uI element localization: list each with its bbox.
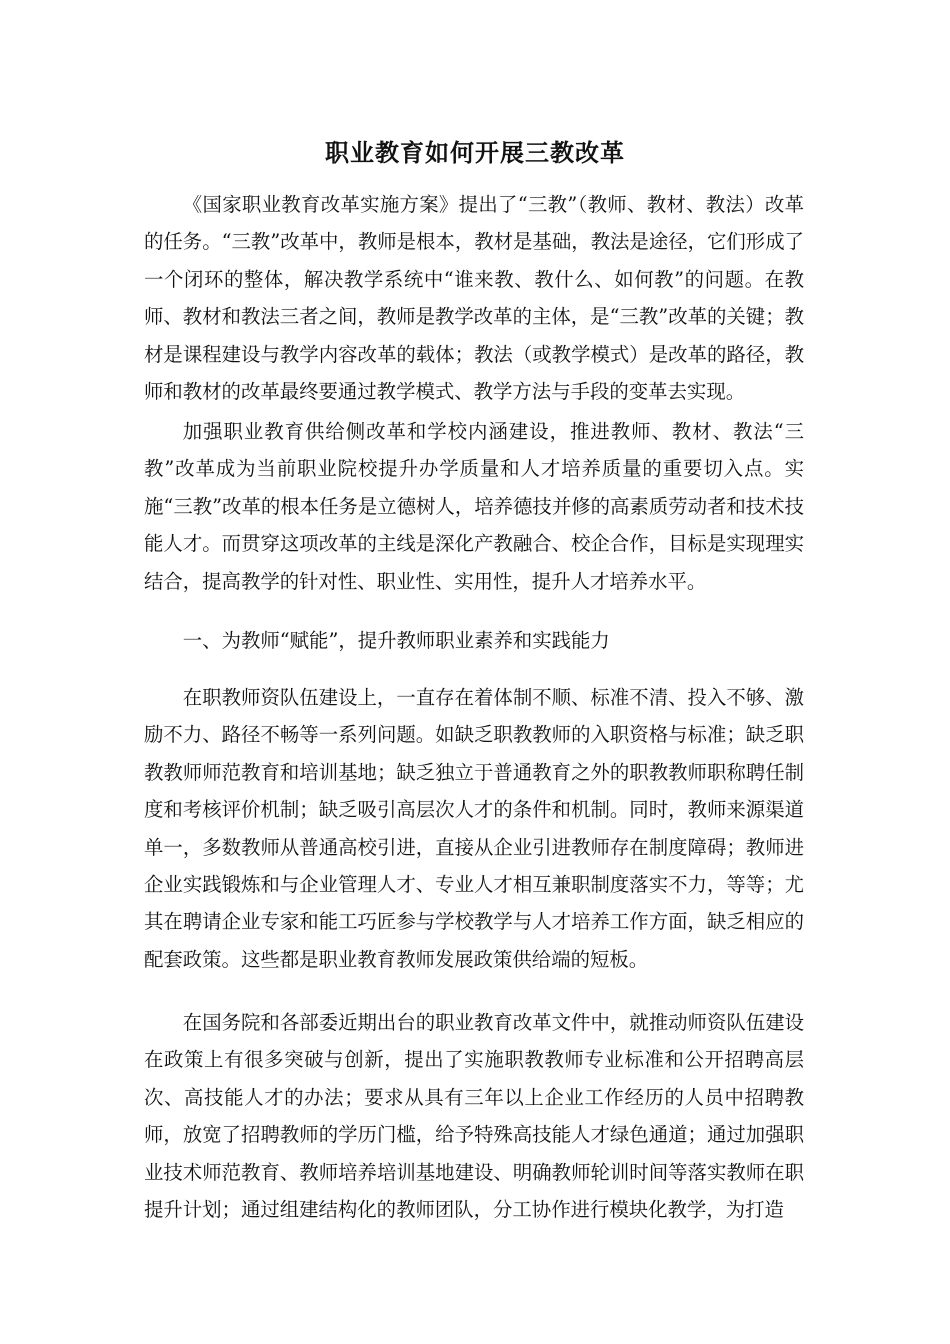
document-title: 职业教育如何开展三教改革 [325,139,625,167]
paragraph-teacher-problems: 在职教师资队伍建设上，一直存在着体制不顺、标准不清、投入不够、激励不力、路径不畅等一系列问题。如缺乏职教教师的入职资格与标准；缺乏职教教师师范教育和培训基地；缺乏独立于普通教育之外的职教教师职称聘任制度和考核评价机制；缺乏吸引高层次人才的条件和机制。同时，教师来源渠道单一，多数教师从普通高校引进，直接从企业引进教师存在制度障碍；教师进企业实践锻炼和与企业管理人才、专业人才相互兼职制度落实不力，等等；尤其在聘请企业专家和能工巧匠参与学校教学与人才培养工作方面，缺乏相应的配套政策。这些都是职业教育教师发展政策供给端的短板。 [144,686,804,971]
paragraph-intro: 《国家职业教育改革实施方案》提出了“三教”（教师、教材、教法）改革的任务。“三教”改革中，教师是根本，教材是基础，教法是途径，它们形成了一个闭环的整体，解决教学系统中“谁来教、教什么、如何教”的问题。在教师、教材和教法三者之间，教师是教学改革的主体，是“三教”改革的关键；教材是课程建设与教学内容改革的载体；教法（或教学模式）是改革的路径，教师和教材的改革最终要通过教学模式、教学方法与手段的变革去实现。 [144,193,804,404]
paragraph-policy-breakthroughs: 在国务院和各部委近期出台的职业教育改革文件中，就推动师资队伍建设在政策上有很多突破与创新，提出了实施职教教师专业标准和公开招聘高层次、高技能人才的办法；要求从具有三年以上企业工作经历的人员中招聘教师，放宽了招聘教师的学历门槛，给予特殊高技能人才绿色通道；通过加强职业技术师范教育、教师培养培训基地建设、明确教师轮训时间等落实教师在职提升计划；通过组建结构化的教师团队，分工协作进行模块化教学，为打造 [144,1011,804,1222]
paragraph-supply-side-reform: 加强职业教育供给侧改革和学校内涵建设，推进教师、教材、教法“三教”改革成为当前职业院校提升办学质量和人才培养质量的重要切入点。实施“三教”改革的根本任务是立德树人，培养德技并修的高素质劳动者和技术技能人才。而贯穿这项改革的主线是深化产教融合、校企合作，目标是实现理实结合，提高教学的针对性、职业性、实用性，提升人才培养水平。 [144,420,804,593]
section-heading-teacher-empowerment: 一、为教师“赋能”，提升教师职业素养和实践能力 [182,629,610,652]
